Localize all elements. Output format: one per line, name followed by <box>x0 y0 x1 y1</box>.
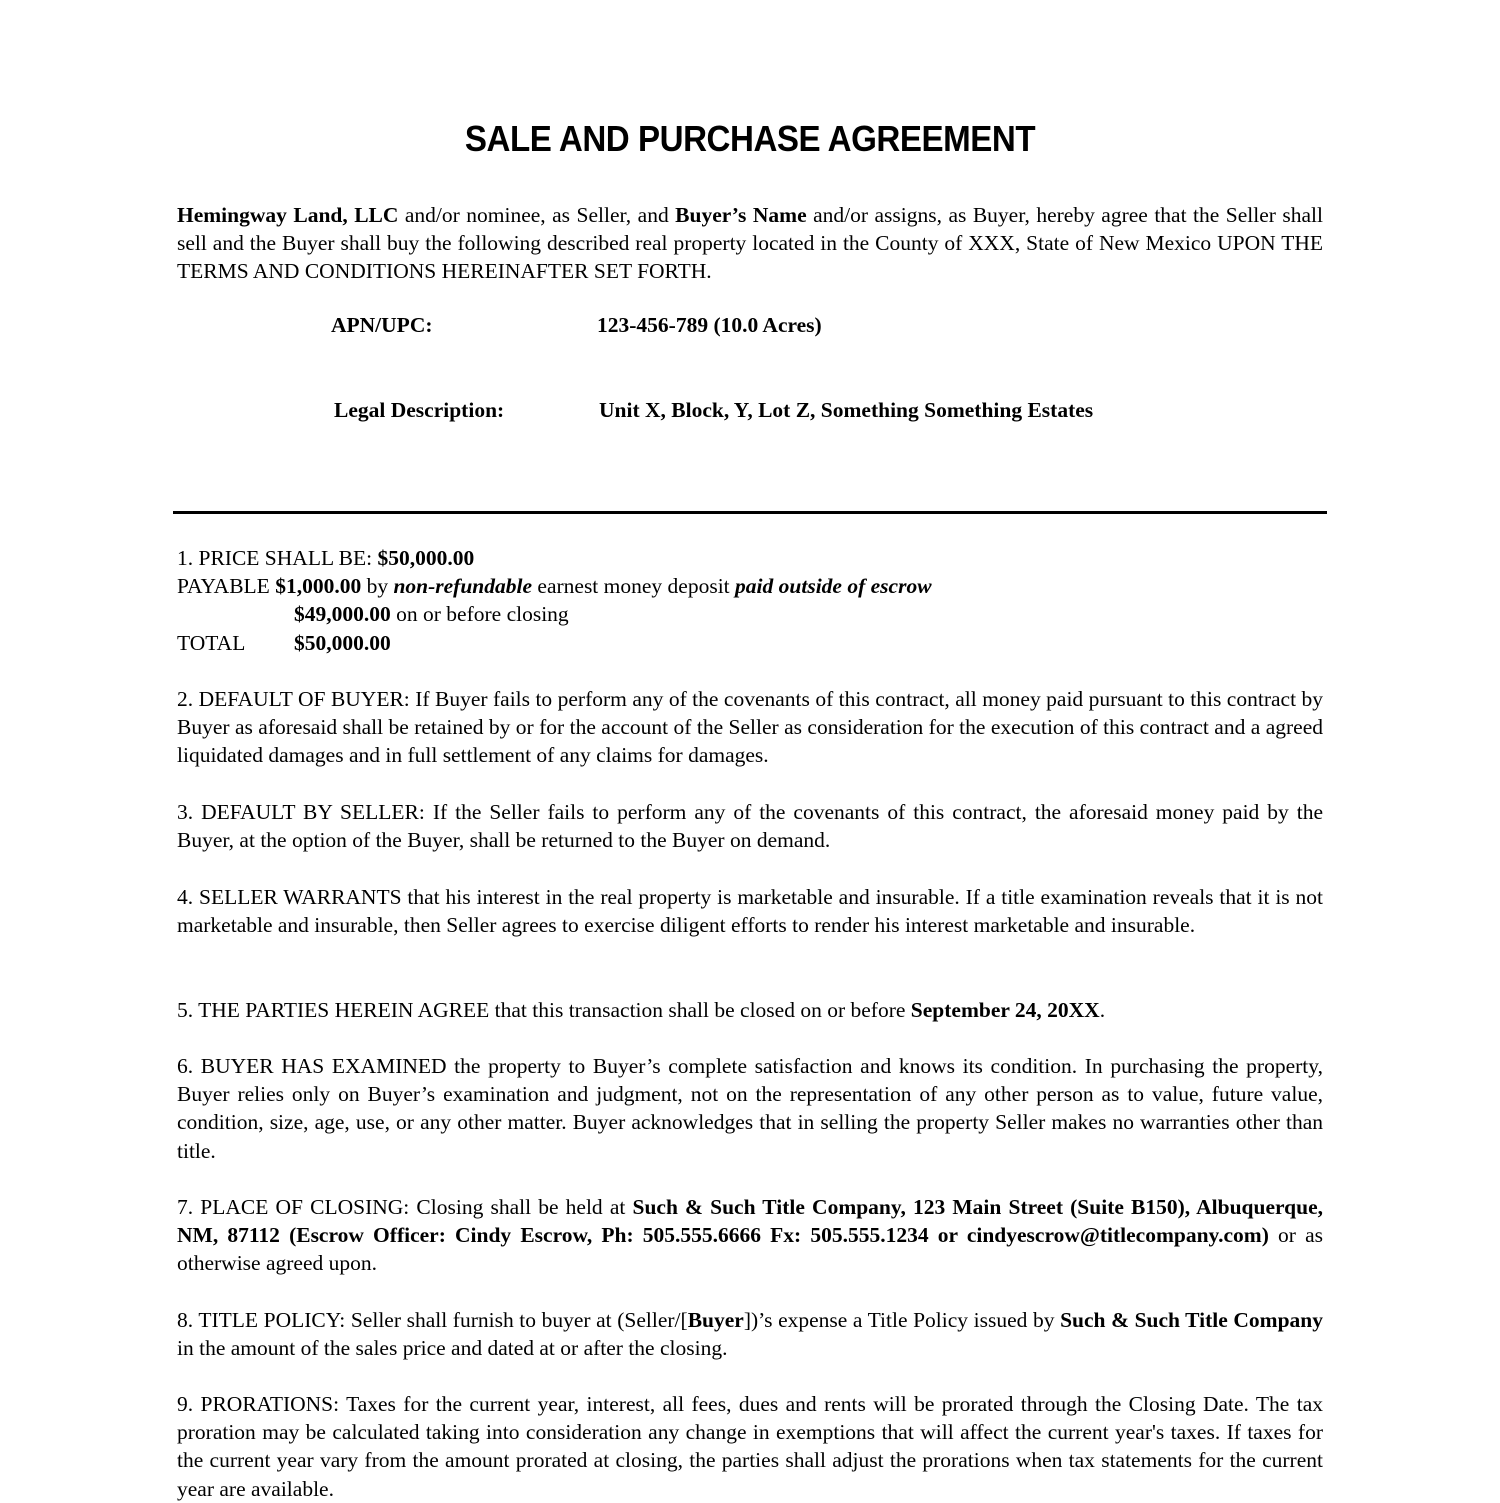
closing-location: Such & Such Title Company, 123 Main Street (Suite B150), Albuquerque, NM, 87112 (Escrow Officer: Cindy Escrow, Ph: 505.555.6666 Fx: 505.555.1234 or cindyescrow@titlecompany.com) <box>177 1195 1323 1248</box>
deposit-note: paid outside of escrow <box>735 574 932 599</box>
deposit-type: non-refundable <box>393 574 533 599</box>
document-title: SALE AND PURCHASE AGREEMENT <box>464 118 1036 159</box>
seller-name: Hemingway Land, LLC <box>177 203 399 227</box>
section-6-buyer-examined: 6. BUYER HAS EXAMINED the property to Buyer’s complete satisfaction and knows its condition. In purchasing the property, Buyer relies only on Buyer’s examination and judgment, not on the representation of any other person as to value, future value, condition, size, age, use, or any other matter. Buyer acknowledges that in selling the property Seller makes no warranties other than title. <box>177 1054 1323 1163</box>
apn-value: 123-456-789 (10.0 Acres) <box>597 313 822 337</box>
section-9-prorations: 9. PRORATIONS: Taxes for the current year, interest, all fees, dues and rents will be prorated through the Closing Date. The tax proration may be calculated taking into consideration any change in exemptions that will affect the current year's taxes. If taxes for the current year vary from the amount prorated at closing, the parties shall adjust the prorations when tax statements for the current year are available. <box>177 1392 1323 1501</box>
closing-date: September 24, 20XX <box>910 998 1100 1022</box>
total-amount: $50,000.00 <box>294 630 391 655</box>
section-2-default-of-buyer: 2. DEFAULT OF BUYER: If Buyer fails to perform any of the covenants of this contract, all money paid pursuant to this contract by Buyer as aforesaid shall be retained by or for the account of the Seller as consideration for the execution of this contract and a agreed liquidated damages and in full settlement of any claims for damages. <box>177 687 1323 768</box>
section-4-seller-warrants: 4. SELLER WARRANTS that his interest in the real property is marketable and insurable. If a title examination reveals that it is not marketable and insurable, then Seller agrees to exercise diligent efforts to render his interest marketable and insurable. <box>177 885 1323 938</box>
balance-amount: $49,000.00 <box>294 602 391 627</box>
deposit-amount: $1,000.00 <box>275 574 362 599</box>
horizontal-rule <box>173 511 1327 514</box>
legal-description-label: Legal Description: <box>334 398 505 422</box>
price-amount: $50,000.00 <box>377 546 475 570</box>
intro-paragraph: Hemingway Land, LLC and/or nominee, as Seller, and Buyer’s Name and/or assigns, as Buyer, hereby agree that the Seller shall sell and the Buyer shall buy the following described real property located in the County of XXX, State of New Mexico UPON THE TERMS AND CONDITIONS HEREINAFTER SET FORTH. <box>177 203 1323 284</box>
section-5-closing-date: 5. THE PARTIES HEREIN AGREE that this transaction shall be closed on or before September 24, 20XX. <box>177 998 1106 1022</box>
balance-line: $49,000.00 on or before closing <box>294 602 569 627</box>
section-7-place-of-closing: 7. PLACE OF CLOSING: Closing shall be held at Such & Such Title Company, 123 Main Street (Suite B150), Albuquerque, NM, 87112 (Escrow Officer: Cindy Escrow, Ph: 505.555.6666 Fx: 505.555.1234 or cindyescrow@titlecompany.com) or as otherwise agreed upon. <box>177 1195 1323 1276</box>
legal-description-value: Unit X, Block, Y, Lot Z, Something Something Estates <box>599 398 1094 422</box>
buyer-name: Buyer’s Name <box>675 203 807 227</box>
apn-label: APN/UPC: <box>331 313 433 337</box>
price-line: 1. PRICE SHALL BE: $50,000.00 <box>177 546 475 570</box>
section-8-title-policy: 8. TITLE POLICY: Seller shall furnish to buyer at (Seller/[Buyer])’s expense a Title Policy issued by Such & Such Title Company in the amount of the sales price and dated at or after the closing. <box>177 1308 1323 1361</box>
payable-line: PAYABLE $1,000.00 by non-refundable earnest money deposit paid outside of escrow <box>177 574 932 599</box>
price-section <box>177 544 932 657</box>
total-line: TOTAL $50,000.00 <box>177 630 391 655</box>
section-3-default-by-seller: 3. DEFAULT BY SELLER: If the Seller fails to perform any of the covenants of this contract, the aforesaid money paid by the Buyer, at the option of the Buyer, shall be returned to the Buyer on demand. <box>177 800 1323 853</box>
title-company: Such & Such Title Company <box>1060 1308 1323 1332</box>
